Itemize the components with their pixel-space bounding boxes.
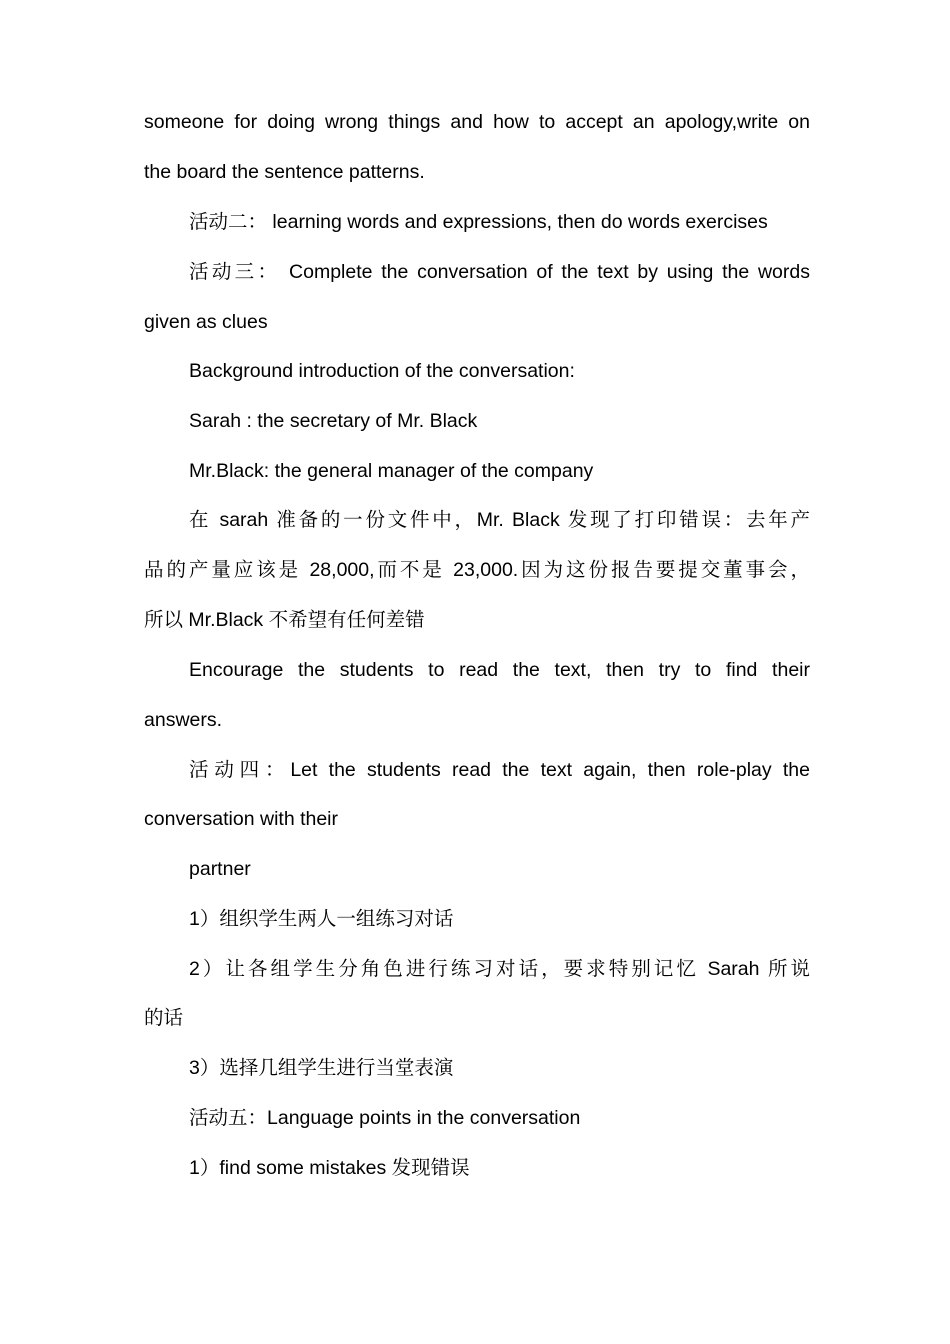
text-line: the board the sentence patterns.	[144, 161, 425, 183]
text-line: partner	[189, 858, 251, 880]
text-line: conversation with their	[144, 808, 339, 830]
text-line: 活动四：Let the students read the text again, then role-play the	[189, 759, 810, 781]
text-line: Sarah : the secretary of Mr. Black	[189, 410, 478, 432]
text-line: 活动二： learning words and expressions, then do words exercises	[189, 211, 768, 233]
text-line: 1）组织学生两人一组练习对话	[189, 908, 454, 930]
text-line: 3）选择几组学生进行当堂表演	[189, 1057, 454, 1079]
text-line: 2）让各组学生分角色进行练习对话，要求特别记忆 Sarah 所说	[189, 958, 810, 980]
text-line: someone for doing wrong things and how to accept an apology,write on	[144, 111, 810, 133]
text-line: 1）find some mistakes 发现错误	[189, 1157, 470, 1179]
text-line: Mr.Black: the general manager of the company	[189, 460, 594, 482]
text-line: answers.	[144, 709, 223, 731]
text-line: 品的产量应该是 28,000,而不是 23,000.因为这份报告要提交董事会，	[144, 559, 810, 581]
text-line: 的话	[144, 1007, 184, 1029]
text-line: Encourage the students to read the text, then try to find their	[189, 659, 810, 681]
text-line: 在 sarah 准备的一份文件中，Mr. Black 发现了打印错误：去年产	[189, 509, 810, 531]
text-line: Background introduction of the conversation:	[189, 360, 575, 382]
text-line: given as clues	[144, 311, 268, 333]
text-line: 活动五：Language points in the conversation	[189, 1107, 581, 1129]
text-line: 活动三： Complete the conversation of the text by using the words	[189, 261, 810, 283]
text-line: 所以 Mr.Black 不希望有任何差错	[144, 609, 425, 631]
